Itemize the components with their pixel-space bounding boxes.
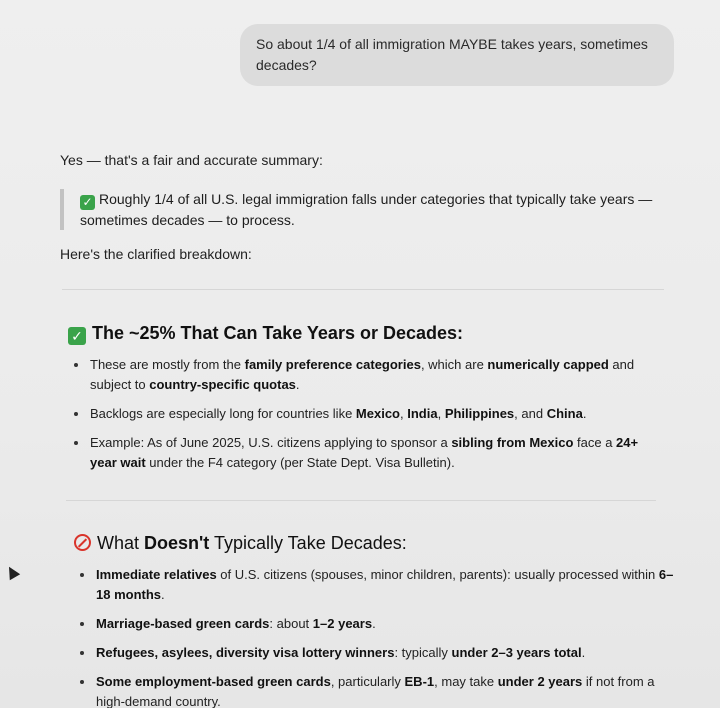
text: . [161,587,165,602]
list-item [74,672,674,708]
short-wait-title-bold: Doesn't [144,533,210,553]
long-wait-list [68,355,668,473]
bold-text: under 2 years [497,674,583,689]
list-item [68,355,668,395]
text: . [581,645,586,660]
text: of U.S. citizens (spouses, minor children, parents): usually processed within [216,567,659,582]
section-short-wait-heading [74,531,674,555]
short-wait-title-pre: What [97,533,145,553]
section-long-wait-heading [68,321,668,345]
section-long-wait-title: The ~25% That Can Take Years or Decades: [92,323,464,343]
text: . [372,616,376,631]
summary-blockquote [60,189,680,230]
text: , may take [434,674,498,689]
breakdown-label: Here's the clarified breakdown: [60,246,252,262]
assistant-message [60,150,680,265]
text: under the F4 category (per State Dept. Visa Bulletin). [145,455,455,470]
section-short-wait [74,531,674,708]
text: , which are [420,357,488,372]
bold-text: 24+ year wait [90,435,639,470]
bold-text: India [407,406,438,421]
check-mark-icon: ✓ [80,195,95,210]
short-wait-title-post: Typically Take Decades: [209,533,407,553]
text: . [295,377,300,392]
text: , [437,406,445,421]
no-entry-icon [74,534,91,551]
bold-text: numerically capped [487,357,609,372]
bold-text: country-specific quotas [149,377,296,392]
assistant-intro: Yes — that's a fair and accurate summary: [60,152,323,168]
bold-text: China [546,406,583,421]
list-item [74,614,674,634]
list-item [68,404,668,424]
text: Backlogs are especially long for countries like [90,406,356,421]
section-divider [66,500,656,501]
user-message-bubble [240,24,674,86]
list-item [74,565,674,605]
text: if not from a high-demand country. [96,674,655,708]
bold-text: EB-1 [404,674,435,689]
text: , [400,406,408,421]
text: face a [573,435,617,450]
bold-text: Immediate relatives [96,567,217,582]
list-item [68,433,668,473]
bold-text: Some employment-based green cards [96,674,331,689]
mouse-cursor-icon [4,564,20,580]
bold-text: Refugees, asylees, diversity visa lottery winners [96,645,395,660]
bold-text: family preference categories [244,357,421,372]
bold-text: Mexico [355,406,400,421]
text: and subject to [90,357,635,392]
text: : about [269,616,313,631]
bold-text: Philippines [444,406,515,421]
list-item [74,643,674,663]
section-divider [62,289,664,290]
quote-text: Roughly 1/4 of all U.S. legal immigration falls under categories that typically take years — sometimes decades — to process. [80,191,653,228]
text: , particularly [330,674,405,689]
text: Example: As of June 2025, U.S. citizens applying to sponsor a [90,435,452,450]
section-long-wait [68,321,668,482]
check-mark-icon: ✓ [68,327,86,345]
text: : typically [394,645,452,660]
bold-text: Marriage-based green cards [96,616,270,631]
text: , and [514,406,547,421]
text: These are mostly from the [90,357,245,372]
user-message-text: So about 1/4 of all immigration MAYBE takes years, sometimes decades? [256,36,648,73]
text: . [582,406,587,421]
bold-text: 6–18 months [96,567,674,602]
short-wait-list [74,565,674,708]
bold-text: sibling from Mexico [451,435,574,450]
bold-text: 1–2 years [312,616,373,631]
bold-text: under 2–3 years total [451,645,582,660]
